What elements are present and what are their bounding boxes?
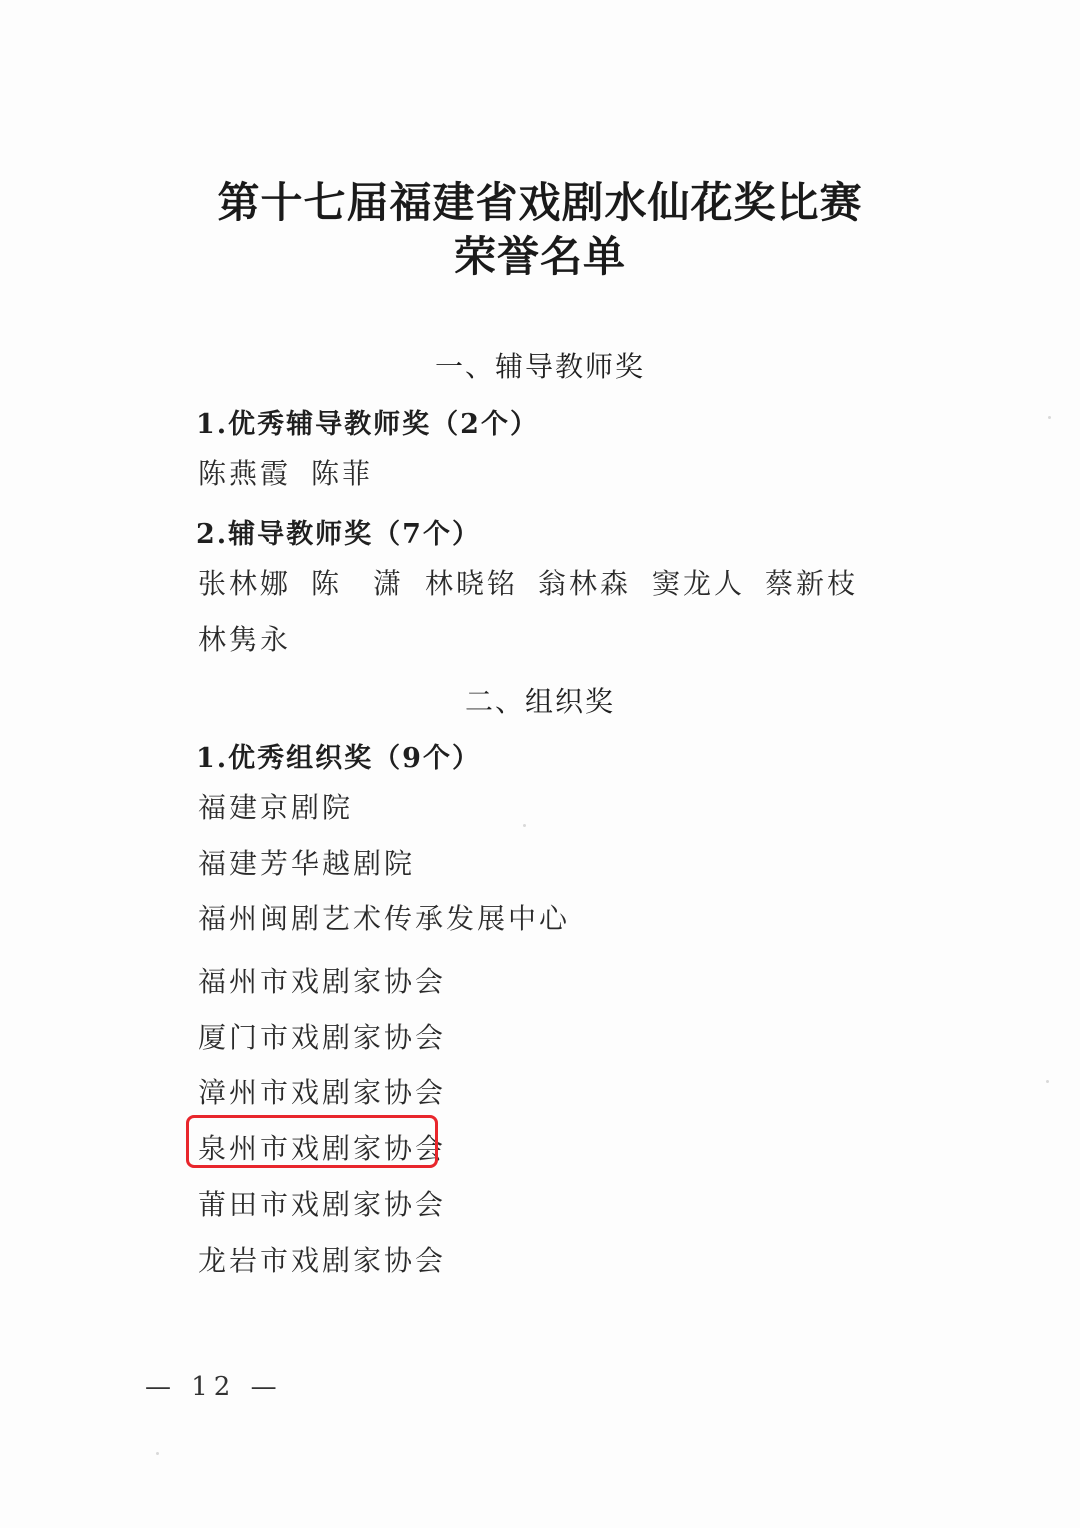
organization-item: 厦门市戏剧家协会: [198, 1021, 447, 1054]
group-label-excellent-tutor: 1.优秀辅导教师奖（2个）: [196, 409, 539, 440]
name-item: 陈 潇: [311, 567, 405, 600]
organization-item: 龙岩市戏剧家协会: [198, 1244, 447, 1277]
organization-item: 漳州市戏剧家协会: [198, 1076, 447, 1109]
page-number: — 12 —: [145, 1372, 283, 1402]
organization-item: 福州市戏剧家协会: [198, 965, 447, 998]
organization-item: 福州闽剧艺术传承发展中心: [198, 902, 571, 935]
name-item: 陈菲: [311, 457, 374, 490]
section-heading-organization-award: 二、组织奖: [464, 685, 615, 718]
scan-speck: [1046, 1080, 1049, 1083]
scan-speck: [156, 1452, 159, 1455]
organization-item: 福建芳华越剧院: [198, 847, 416, 880]
scan-speck: [523, 824, 526, 827]
name-item: 张林娜: [198, 567, 292, 600]
organization-item-highlighted: 泉州市戏剧家协会: [198, 1132, 447, 1165]
organization-item: 福建京剧院: [198, 791, 354, 824]
highlight-box: [186, 1115, 438, 1168]
group-label-tutor: 2.辅导教师奖（7个）: [196, 519, 481, 550]
name-item: 林晓铭: [425, 567, 519, 600]
name-item: 林隽永: [198, 623, 292, 656]
name-item: 翁林森: [538, 567, 632, 600]
section-heading-tutor-award: 一、辅导教师奖: [434, 350, 645, 383]
name-item: 窦龙人: [652, 567, 746, 600]
document-subtitle: 荣誉名单: [453, 232, 626, 281]
scan-speck: [1048, 416, 1051, 419]
name-item: 陈燕霞: [198, 457, 292, 490]
organization-item: 莆田市戏剧家协会: [198, 1188, 447, 1221]
document-title: 第十七届福建省戏剧水仙花奖比赛: [217, 178, 863, 227]
name-item: 蔡新枝: [765, 567, 859, 600]
group-label-excellent-organization: 1.优秀组织奖（9个）: [196, 743, 481, 774]
